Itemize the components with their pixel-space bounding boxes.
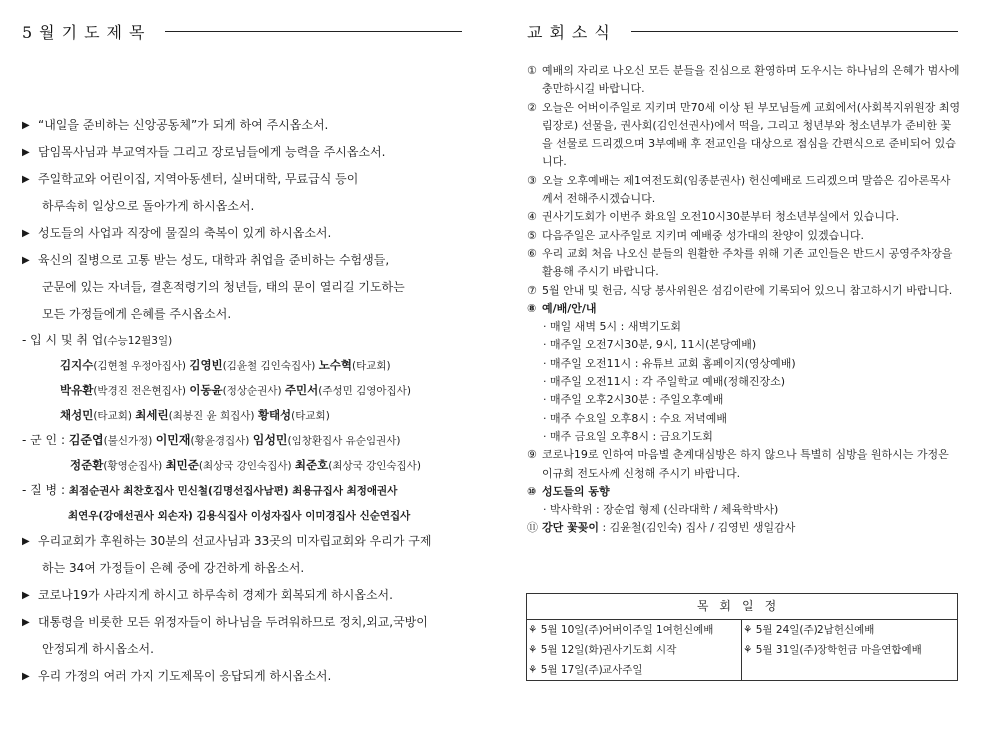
military-names-line: 정준환(황영순집사) 최민준(최상국 강인숙집사) 최준호(최상국 강인숙집사) <box>70 458 421 472</box>
prayer-item-continuation: 모든 가정들에게 은혜를 주시옵소서. <box>42 307 232 321</box>
flower-offering-item: ⑪ 강단 꽃꽂이 : 김윤철(김인숙) 집사 / 김영빈 생일감사 <box>527 521 796 535</box>
schedule-column-left <box>527 620 742 680</box>
members-news-line: · 박사학위 : 장순업 형제 (신라대학 / 체육학박사) <box>543 503 779 517</box>
worship-line: · 매주일 오전11시 : 각 주일학교 예배(정해진장소) <box>543 375 786 389</box>
exam-names-line: 김지수(김현철 우정아집사) 김영빈(김윤철 김인숙집사) 노수혁(타교회) <box>60 358 391 372</box>
military-group: - 군 인 : 김준엽(불신가정) 이민재(황윤경집사) 임성민(임창환집사 유순임권사) <box>22 433 401 447</box>
prayer-item: ▶ “내일을 준비하는 신앙공동체”가 되게 하여 주시옵소서. <box>22 112 462 139</box>
prayer-item-continuation: 안정되게 하시옵소서. <box>42 642 154 656</box>
worship-line: · 매주일 오전11시 : 유튜브 교회 홈페이지(영상예배) <box>543 356 796 370</box>
members-news-heading: ⑩ 성도들의 동향 <box>527 484 610 498</box>
prayer-item: ▶ 주일학교와 어린이집, 지역아동센터, 실버대학, 무료급식 등이 <box>22 166 462 193</box>
triangle-bullet-icon: ▶ <box>22 671 30 682</box>
triangle-bullet-icon: ▶ <box>22 617 30 628</box>
news-item: ① 예배의 자리로 나오신 모든 분들을 진심으로 환영하며 도우시는 하나님의 은혜가 범사에 충만하시길 바랍니다. <box>527 64 960 96</box>
triangle-bullet-icon: ▶ <box>22 536 30 547</box>
news-item: ⑤ 다음주일은 교사주일로 지키며 예배중 성가대의 찬양이 있겠습니다. <box>527 228 865 242</box>
prayer-item-continuation: 하루속히 일상으로 돌아가게 하시옵소서. <box>42 199 255 213</box>
worship-guide-heading: ⑧ 예/배/안/내 <box>527 301 597 315</box>
triangle-bullet-icon: ▶ <box>22 590 30 601</box>
prayer-item-continuation: 군문에 있는 자녀들, 결혼적령기의 청년들, 태의 문이 열리길 기도하는 <box>42 280 405 294</box>
triangle-bullet-icon: ▶ <box>22 120 30 131</box>
prayer-item: ▶ 성도들의 사업과 직장에 물질의 축복이 있게 하시옵소서. <box>22 220 462 247</box>
exam-names-line: 채성민(타교회) 최세린(최봉진 윤 희집사) 황태성(타교회) <box>60 408 330 422</box>
exam-names-line: 박유환(박경진 전은현집사) 이동윤(정상순권사) 주민서(주성민 김영아집사) <box>60 383 411 397</box>
triangle-bullet-icon: ▶ <box>22 228 30 239</box>
news-item: ② 오늘은 어버이주일로 지키며 만70세 이상 된 부모님들께 교회에서(사회복지위원장 최영림장로) 선물을, 권사회(김인선권사)에서 떡을, 그리고 청년부와 청소년부가 준비한 꽃을 선물로 드리겠으며 3부예배 후 전교인을 대상으로 점심을 간편식으로 준비되어 있습니다. <box>527 100 961 169</box>
schedule-row: ⚘ 5월 31일(주)장학헌금 마을연합예배 <box>743 644 922 656</box>
news-section-title: 교회소식 <box>527 23 617 42</box>
worship-line: · 매주 수요일 오후8시 : 수요 저녁예배 <box>543 411 727 425</box>
news-item: ④ 권사기도회가 이번주 화요일 오전10시30분부터 청소년부실에서 있습니다. <box>527 210 900 224</box>
news-title-rule <box>631 31 958 32</box>
prayer-list <box>22 112 462 690</box>
worship-line: · 매주 금요일 오후8시 : 금요기도회 <box>543 429 713 443</box>
worship-line: · 매일 새벽 5시 : 새벽기도회 <box>543 320 681 334</box>
church-news-list <box>527 62 961 538</box>
news-item: ⑨ 코로나19로 인하여 마음별 춘계대심방은 하지 않으나 특별히 심방을 원하시는 가정은 이규희 전도사께 신청해 주시기 바랍니다. <box>527 448 949 480</box>
prayer-item: ▶ 대통령을 비롯한 모든 위정자들이 하나님을 두려워하므로 정치,외교,국방이 <box>22 609 462 636</box>
news-item: ⑦ 5월 안내 및 헌금, 식당 봉사위원은 섬김이란에 기록되어 있으니 참고하시기 바랍니다. <box>527 283 953 297</box>
illness-names-line: 최연우(강애선권사 외손자) 김용식집사 이성자집사 이미경집사 신순연집사 <box>68 510 411 522</box>
illness-group: - 질 병 : 최점순권사 최찬호집사 민신철(김명선집사남편) 최용규집사 최정애권사 <box>22 483 398 497</box>
prayer-item-continuation: 하는 34여 가정들이 은혜 중에 강건하게 하옵소서. <box>42 561 305 575</box>
prayer-item: ▶ 육신의 질병으로 고통 받는 성도, 대학과 취업을 준비하는 수험생들, <box>22 247 462 274</box>
prayer-section-title: 5월기도제목 <box>22 23 152 42</box>
prayer-item: ▶ 담임목사님과 부교역자들 그리고 장로님들에게 능력을 주시옵소서. <box>22 139 462 166</box>
schedule-row: ⚘ 5월 24일(주)2남헌신예배 <box>743 624 875 636</box>
ministry-schedule-box <box>526 593 958 681</box>
schedule-title: 목회일정 <box>527 594 957 620</box>
news-item: ③ 오늘 오후예배는 제1여전도회(임종분권사) 헌신예배로 드리겠으며 말씀은 김아론목사께서 전해주시겠습니다. <box>527 173 951 206</box>
triangle-bullet-icon: ▶ <box>22 255 30 266</box>
schedule-column-right <box>742 620 957 680</box>
schedule-row: ⚘ 5월 17일(주)교사주일 <box>528 664 643 676</box>
prayer-item: ▶ 우리교회가 후원하는 30분의 선교사님과 33곳의 미자립교회와 우리가 구제 <box>22 528 462 555</box>
worship-line: · 매주일 오전7시30분, 9시, 11시(본당예배) <box>543 338 757 352</box>
worship-line: · 매주일 오후2시30분 : 주일오후예배 <box>543 393 724 407</box>
prayer-title-rule <box>165 31 462 32</box>
triangle-bullet-icon: ▶ <box>22 174 30 185</box>
news-item: ⑥ 우리 교회 처음 나오신 분들의 원활한 주차를 위해 기존 교인들은 반드시 공영주차장을 활용해 주시기 바랍니다. <box>527 246 953 279</box>
prayer-item: ▶ 코로나19가 사라지게 하시고 하루속히 경제가 회복되게 하시옵소서. <box>22 582 462 609</box>
prayer-section-header <box>22 20 462 43</box>
exam-group-header: - 입 시 및 취 업(수능12월3일) <box>22 333 173 347</box>
schedule-row: ⚘ 5월 12일(화)권사기도회 시작 <box>528 644 677 656</box>
triangle-bullet-icon: ▶ <box>22 147 30 158</box>
prayer-item: ▶ 우리 가정의 여러 가지 기도제목이 응답되게 하시옵소서. <box>22 663 462 690</box>
news-section-header <box>527 20 958 43</box>
schedule-row: ⚘ 5월 10일(주)어버이주일 1여헌신예배 <box>528 624 714 636</box>
